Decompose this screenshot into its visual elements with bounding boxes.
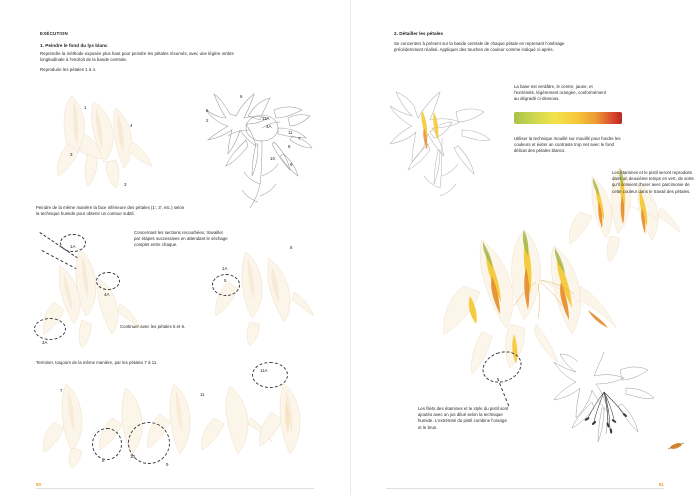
petal-number-10: 10 xyxy=(270,156,275,161)
step1-title: 1. Peindre le fond du lys blanc xyxy=(40,43,108,48)
note-finish-7-11: Terminer, toujours de la même manière, par les pétales 7 à 11. xyxy=(36,360,158,365)
petal-number-3b: 3 xyxy=(124,182,127,187)
dashed-ellipse-4A xyxy=(96,272,120,290)
petal-number-10-bottom: 10 xyxy=(130,454,135,459)
petal-number-9: 9 xyxy=(290,162,293,167)
dashed-ellipse-8 xyxy=(92,428,122,460)
dashed-ellipse-5 xyxy=(212,274,240,296)
gradient-note: La base est verdâtre, le centre, jaune, et l'extrémité, légèrement orangée, conformément au dégradé ci-dessous. xyxy=(514,84,607,102)
petal-number-11A-bottom: 11A xyxy=(260,368,268,373)
petal-number-1A: 1A xyxy=(70,244,76,249)
petal-number-5A: 1A xyxy=(222,266,228,271)
folio-left: 80 xyxy=(36,482,42,487)
petal-number-9-bottom: 9 xyxy=(166,462,169,467)
dashed-ellipse-1A xyxy=(60,234,86,252)
step2-body: Se concentrer à présent sur la bande centrale de chaque pétale en reprenant l'ombrage précédemment réalisé. Appliquer des touches de couleur comme indiqué ci-après. xyxy=(394,41,565,53)
petal-number-7: 7 xyxy=(298,136,301,141)
step1-body: Reprendre la méthode exposée plus haut pour peindre les pétales récurvés, avec une légère ombre longitudinale à l'endroit de la bande centrale. xyxy=(40,51,234,63)
petal-number-3: 3 xyxy=(70,152,73,157)
petal-number-11A: 11A xyxy=(262,116,270,121)
right-page xyxy=(350,0,700,495)
figure-petals-bottom xyxy=(40,378,310,468)
wet-on-wet-note: Utiliser la technique mouillé sur mouillé pour fondre les couleurs et éviter un contraste trop net avec le fond délicat des pétales blancs. xyxy=(514,136,621,154)
dashed-ellipse-11A xyxy=(252,362,288,388)
petal-number-3A: 3A xyxy=(42,340,48,345)
section-label: EXÉCUTION xyxy=(40,31,68,36)
petal-number-1: 1 xyxy=(84,105,87,110)
petal-number-8-bottom: 8 xyxy=(102,458,105,463)
petal-number-6-mid: 6 xyxy=(290,245,293,250)
figure-anther-orange-detail xyxy=(666,438,688,454)
figure-pencil-stamens-detail xyxy=(550,352,682,462)
petal-number-7-bottom: 7 xyxy=(60,388,63,393)
petal-number-5: 5 xyxy=(206,108,209,113)
figure-pencil-lily-sketch xyxy=(196,84,332,214)
petal-number-5: 5 xyxy=(224,278,227,283)
filaments-note: Les filets des étamines et le style du pistil sont ajoutés avec un jus dilué selon la technique humide. L'extrémité du pistil combine l'orange et le brun. xyxy=(418,406,509,430)
left-footer-rule xyxy=(36,488,314,489)
petal-number-6: 6 xyxy=(240,94,243,99)
gradient-bar xyxy=(514,112,622,124)
figure-outline-lily xyxy=(384,88,504,208)
note-back-face: Peindre de la même manière la face inférieure des pétales (1', 3', etc.) selon la technique humide pour obtenir un contour subtil. xyxy=(36,205,185,217)
petal-number-4: 4 xyxy=(130,123,133,128)
stamens-note: Les étamines et le pistil seront reproduits dans un deuxième temps en vert, de sorte qu'il convient d'user avec parcimonie de cette couleur dans le travail des pétales. xyxy=(612,170,694,194)
petal-number-8: 8 xyxy=(288,144,291,149)
step1-body2: Reproduire les pétales 1 à 4. xyxy=(40,67,97,72)
step2-title: 2. Détailler les pétales xyxy=(394,31,444,36)
folio-right: 81 xyxy=(658,482,664,487)
note-curled-sections: Concernant les sections recourbées, travailler par étapes successives en attendant le séchage complet entre chaque. xyxy=(134,230,228,248)
petal-number-4A-mid: 4A xyxy=(104,292,110,297)
petal-number-4A: 4A xyxy=(266,124,272,129)
dashed-ellipse-3A xyxy=(34,318,66,340)
petal-number-11: 11 xyxy=(288,130,293,135)
figure-petals-top-left xyxy=(50,88,210,193)
right-footer-rule xyxy=(386,488,664,489)
petal-number-11-bottom: 11 xyxy=(200,392,205,397)
petal-number-2: 2 xyxy=(206,118,209,123)
color-gradient-swatch xyxy=(514,112,622,124)
note-continue-5-6: Continuer avec les pétales 5 et 6. xyxy=(120,324,186,329)
